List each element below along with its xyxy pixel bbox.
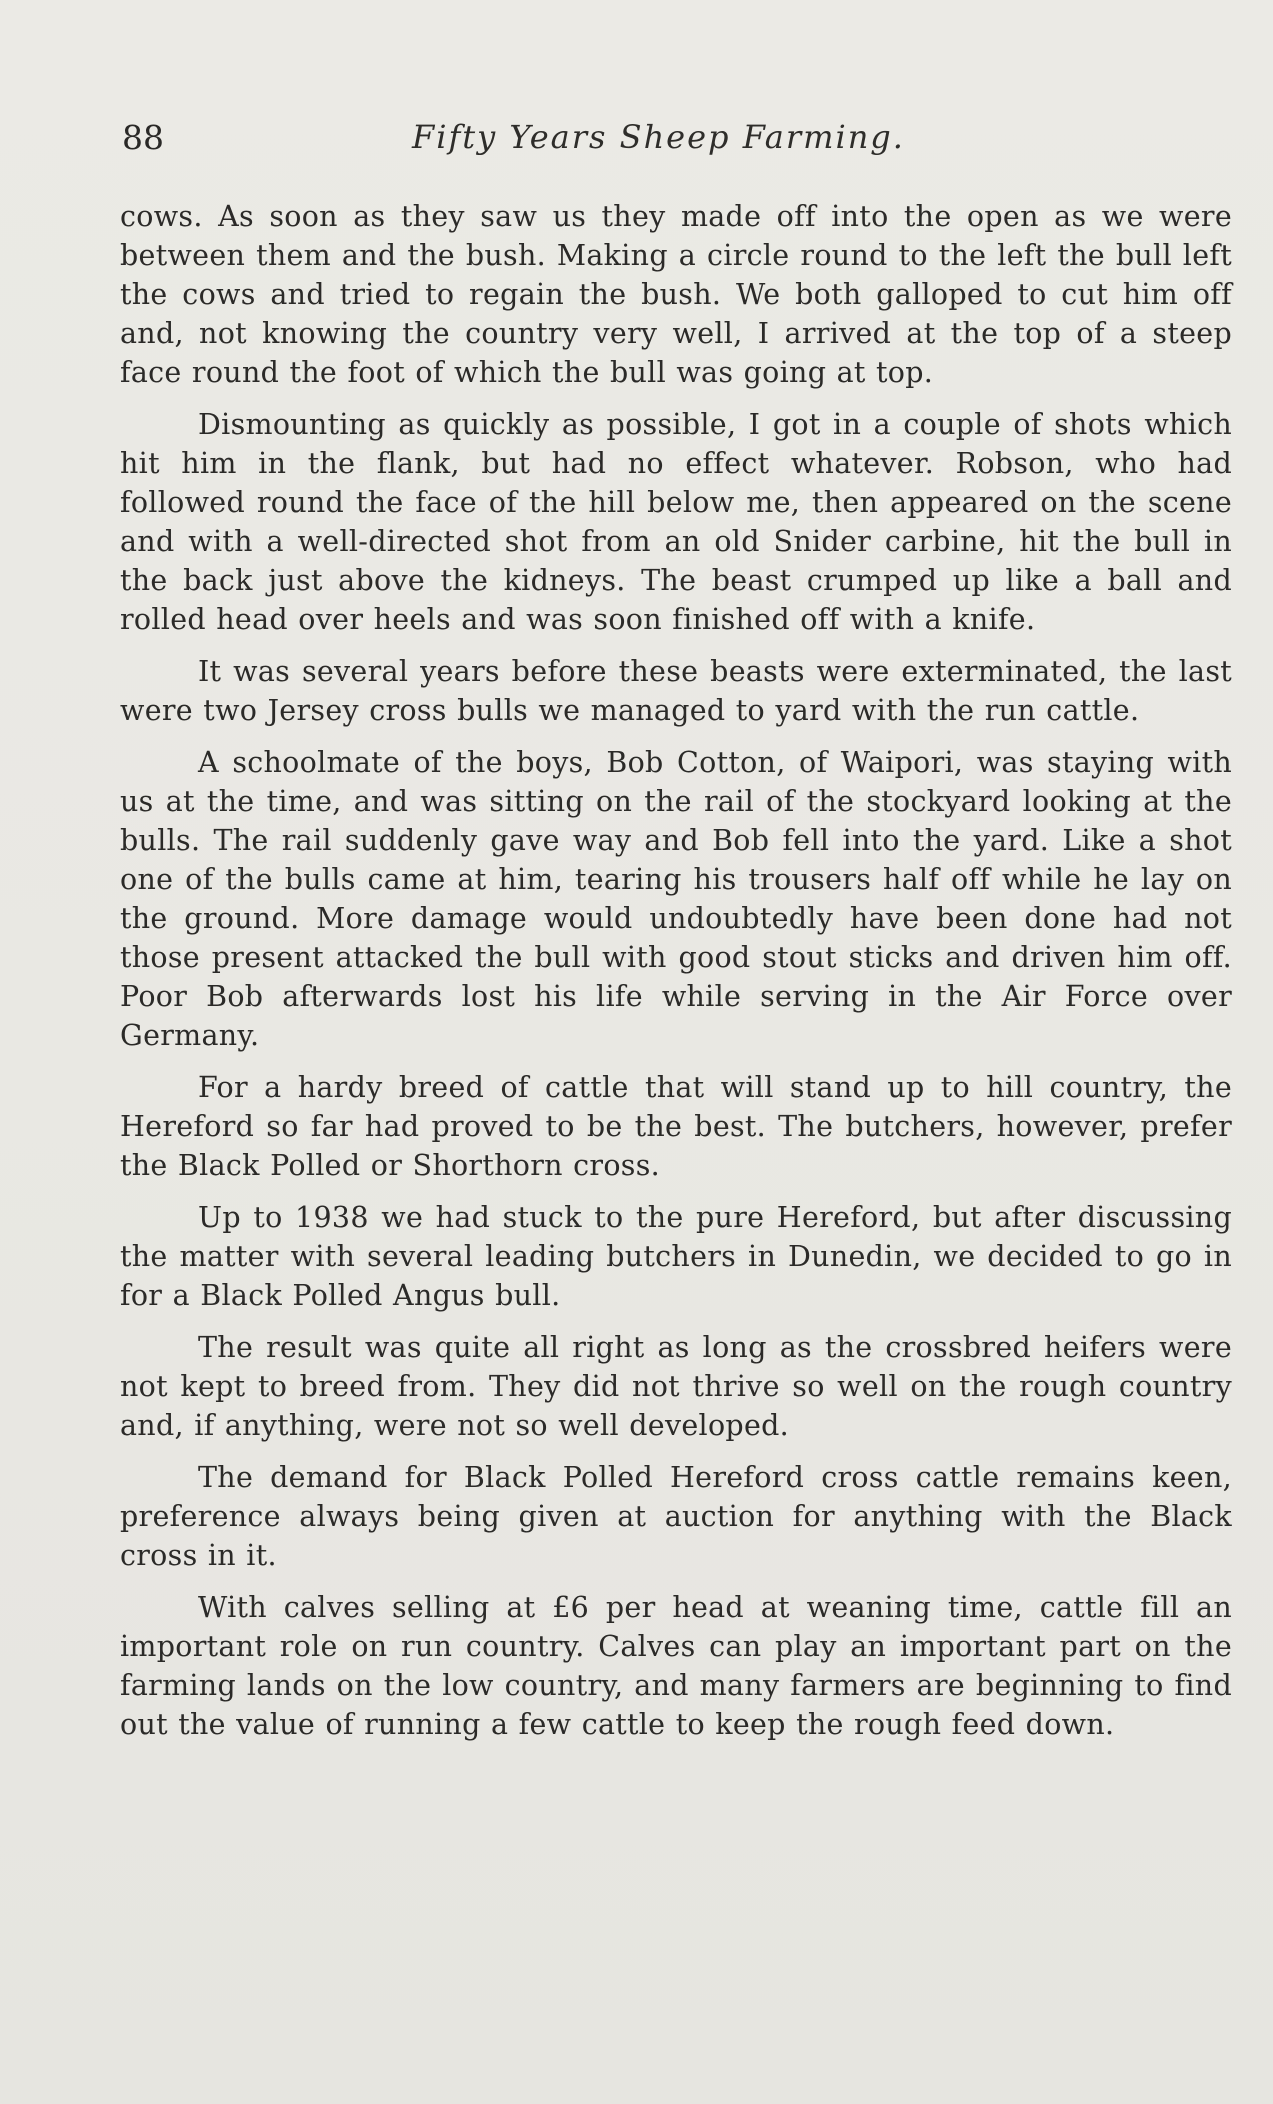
- body-text: [120, 197, 1232, 1757]
- page-number: 88: [122, 118, 164, 157]
- paragraph-6: Up to 1938 we had stuck to the pure Hereford, but after discussing the matter with several leading butchers in Dunedin, we decided to go in for a Black Polled Angus bull.: [120, 1201, 1232, 1312]
- paragraph-8: The demand for Black Polled Hereford cross cattle remains keen, preference always being given at auction for anything with the Black cross in it.: [120, 1461, 1232, 1572]
- paragraph-7: The result was quite all right as long as the crossbred heifers were not kept to breed from. They did not thrive so well on the rough country and, if anything, were not so well developed.: [120, 1331, 1232, 1442]
- paragraph-9: With calves selling at £6 per head at weaning time, cattle fill an important role on run country. Calves can play an important part on the farming lands on the low country, and many farmers are beginning to find out the value of running a few cattle to keep the rough feed down.: [120, 1591, 1232, 1741]
- paragraph-3: It was several years before these beasts were exterminated, the last were two Jersey cross bulls we managed to yard with the run cattle.: [120, 655, 1232, 727]
- paragraph-1: cows. As soon as they saw us they made off into the open as we were between them and the bush. Making a circle round to the left the bull left the cows and tried to regain the bush. We both galloped to cut him off and, not knowing the country very well, I arrived at the top of a steep face round the foot of which the bull was going at top.: [120, 200, 1232, 389]
- running-title: Fifty Years Sheep Farming.: [412, 118, 905, 156]
- paragraph-5: For a hardy breed of cattle that will stand up to hill country, the Hereford so far had proved to be the best. The butchers, however, prefer the Black Polled or Shorthorn cross.: [120, 1071, 1232, 1182]
- page-header: [122, 118, 1232, 168]
- paragraph-4: A schoolmate of the boys, Bob Cotton, of Waipori, was staying with us at the time, and was sitting on the rail of the stockyard looking at the bulls. The rail suddenly gave way and Bob fell into the yard. Like a shot one of the bulls came at him, tearing his trousers half off while he lay on the ground. More damage would undoubtedly have been done had not those present attacked the bull with good stout sticks and driven him off. Poor Bob afterwards lost his life while serving in the Air Force over Germany.: [120, 746, 1232, 1052]
- paragraph-2: Dismounting as quickly as possible, I got in a couple of shots which hit him in the flank, but had no effect whatever. Robson, who had followed round the face of the hill below me, then appeared on the scene and with a well-directed shot from an old Snider carbine, hit the bull in the back just above the kidneys. The beast crumped up like a ball and rolled head over heels and was soon finished off with a knife.: [120, 408, 1232, 636]
